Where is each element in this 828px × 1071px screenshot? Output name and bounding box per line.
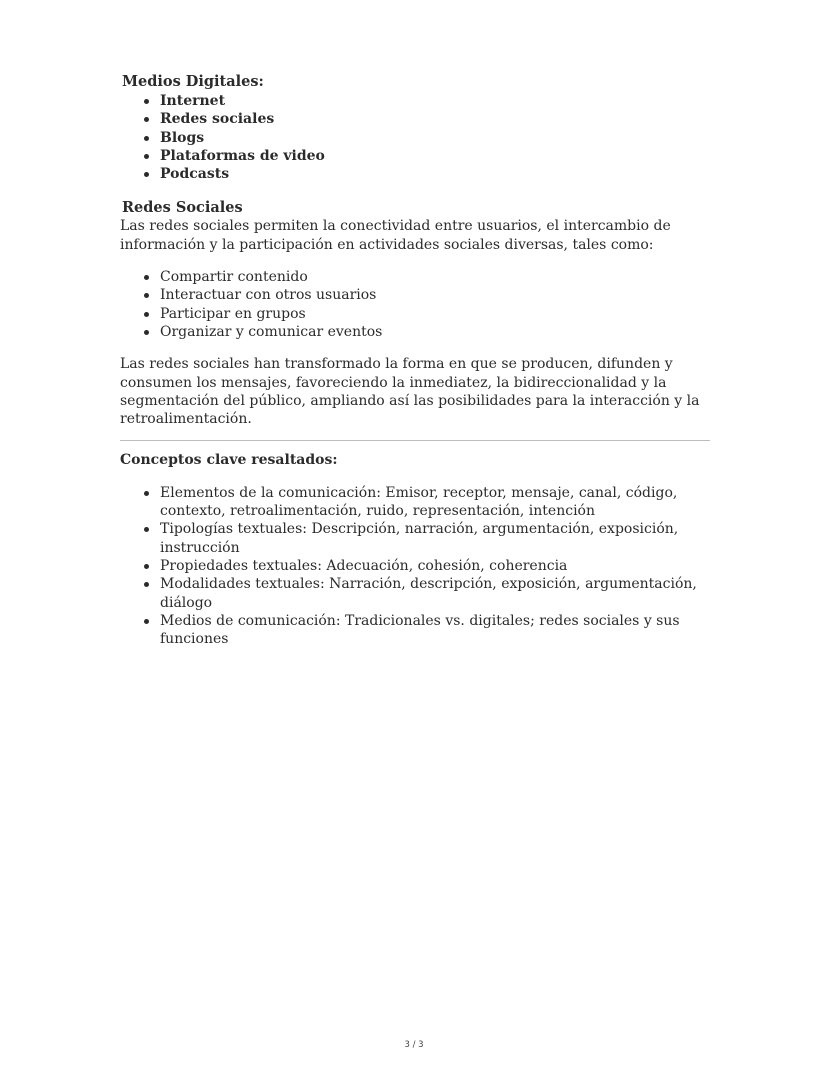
- list-item: Propiedades textuales: Adecuación, cohesión, coherencia: [160, 557, 710, 575]
- list-item: Plataformas de video: [160, 147, 710, 165]
- redes-sociales-list: [120, 268, 710, 341]
- list-item: Participar en grupos: [160, 305, 710, 323]
- list-item: Blogs: [160, 129, 710, 147]
- list-item: Compartir contenido: [160, 268, 710, 286]
- list-item: Organizar y comunicar eventos: [160, 323, 710, 341]
- medios-digitales-heading: Medios Digitales:: [122, 73, 264, 90]
- list-item: Medios de comunicación: Tradicionales vs. digitales; redes sociales y sus funciones: [160, 612, 710, 649]
- section-divider: [120, 440, 710, 441]
- redes-sociales-intro: Las redes sociales permiten la conectividad entre usuarios, el intercambio de información y la participación en actividades sociales diversas, tales como:: [120, 218, 671, 253]
- page-number: 3 / 3: [404, 1040, 424, 1050]
- list-item: Tipologías textuales: Descripción, narración, argumentación, exposición, instrucción: [160, 520, 710, 557]
- redes-sociales-closing: Las redes sociales han transformado la forma en que se producen, difunden y consumen los mensajes, favoreciendo la inmediatez, la bidireccionalidad y la segmentación del público, ampliando así las posibilidades para la interacción y la retroalimentación.: [120, 356, 700, 428]
- list-item: Interactuar con otros usuarios: [160, 286, 710, 304]
- conceptos-list: [120, 484, 710, 649]
- redes-sociales-heading: Redes Sociales: [122, 199, 243, 217]
- list-item: Modalidades textuales: Narración, descripción, exposición, argumentación, diálogo: [160, 575, 710, 612]
- document-content: [120, 72, 710, 648]
- list-item: Podcasts: [160, 165, 710, 183]
- list-item: Elementos de la comunicación: Emisor, receptor, mensaje, canal, código, contexto, retroalimentación, ruido, representación, intención: [160, 484, 710, 521]
- medios-digitales-list: [120, 92, 710, 183]
- conceptos-heading: Conceptos clave resaltados:: [120, 452, 338, 469]
- list-item: Redes sociales: [160, 110, 710, 128]
- list-item: Internet: [160, 92, 710, 110]
